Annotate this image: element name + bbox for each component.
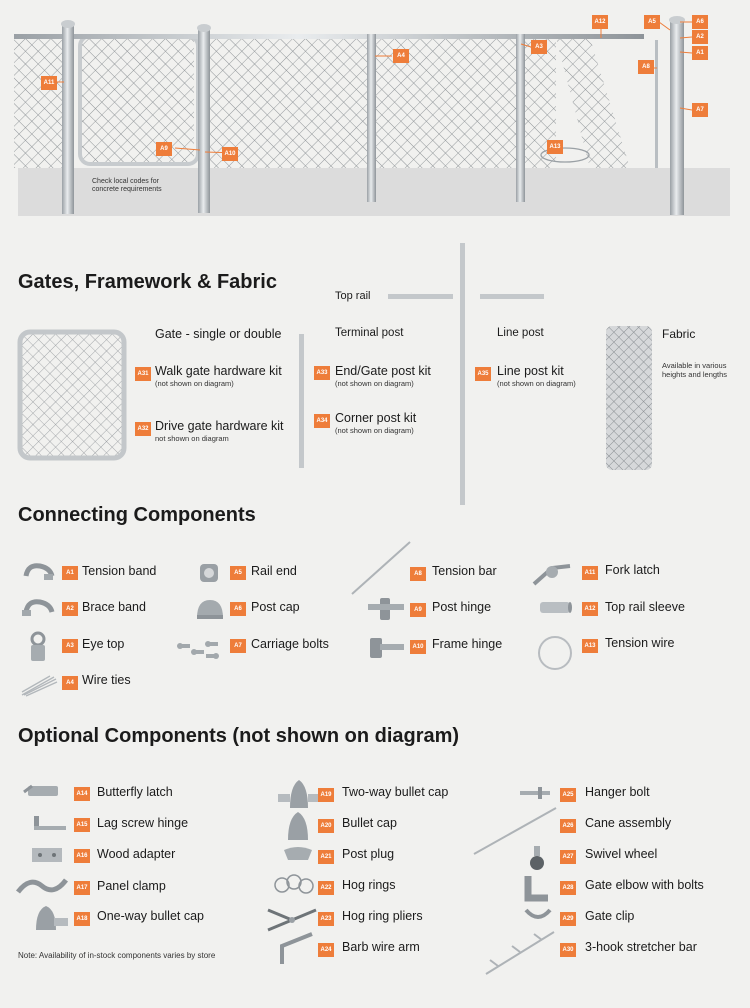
- tag-a34: A34: [314, 414, 330, 428]
- tag-a25: A25: [560, 788, 576, 802]
- tag-a28: A28: [560, 881, 576, 895]
- line-post-2: [516, 34, 525, 202]
- hog-ring-pliers-label: Hog ring pliers: [342, 909, 423, 923]
- callout-a8: A8: [638, 60, 654, 74]
- tension-wire-icon: [536, 634, 574, 672]
- hanger-bolt-label: Hanger bolt: [585, 785, 650, 799]
- callout-a11: A11: [41, 76, 57, 90]
- callout-a2: A2: [692, 30, 708, 44]
- availability-note: Note: Availability of in-stock components varies by store: [18, 951, 216, 960]
- post-plug-icon: [282, 844, 314, 864]
- panel-clamp-label: Panel clamp: [97, 879, 166, 893]
- butterfly-latch-label: Butterfly latch: [97, 785, 173, 799]
- hog-ring-pliers-icon: [266, 902, 318, 932]
- tag-a32: A32: [135, 422, 151, 436]
- line-post-label: Line post: [497, 327, 544, 339]
- callout-a5: A5: [644, 15, 660, 29]
- wire-ties-label: Wire ties: [82, 673, 131, 687]
- tag-a9: A9: [410, 603, 426, 617]
- barb-wire-arm-label: Barb wire arm: [342, 940, 420, 954]
- stretcher-bar-icon: [484, 930, 556, 976]
- lag-screw-hinge-icon: [24, 812, 70, 832]
- fork-latch-icon: [530, 560, 574, 590]
- tag-a23: A23: [318, 912, 334, 926]
- carriage-bolts-icon: [176, 634, 228, 662]
- connecting-section-title: Connecting Components: [18, 504, 256, 526]
- cane-assembly-label: Cane assembly: [585, 816, 672, 830]
- stretcher-bar-label: 3-hook stretcher bar: [585, 940, 697, 954]
- eye-top-label: Eye top: [82, 637, 125, 651]
- gate-clip-icon: [522, 906, 554, 926]
- kit-a34-sub: (not shown on diagram): [335, 426, 414, 435]
- post-cap-icon: [194, 598, 226, 622]
- gate-elbow-label: Gate elbow with bolts: [585, 878, 704, 892]
- tag-a16: A16: [74, 849, 90, 863]
- gate-post: [198, 28, 210, 213]
- kit-a33-sub: (not shown on diagram): [335, 379, 414, 388]
- post-plug-label: Post plug: [342, 847, 395, 861]
- top-rail-label: Top rail: [335, 290, 371, 302]
- tag-a7: A7: [230, 639, 246, 653]
- tag-a26: A26: [560, 819, 576, 833]
- terminal-post-label: Terminal post: [335, 327, 404, 339]
- top-rail-image: [388, 294, 548, 302]
- callout-a10: A10: [222, 147, 238, 161]
- kit-a32-label: Drive gate hardware kit: [155, 419, 284, 433]
- tag-a22: A22: [318, 881, 334, 895]
- tag-a8: A8: [410, 567, 426, 581]
- butterfly-latch-icon: [22, 782, 68, 802]
- frame-hinge-label: Frame hinge: [432, 637, 503, 651]
- tag-a6: A6: [230, 602, 246, 616]
- tension-bar-label: Tension bar: [432, 564, 497, 578]
- frame-hinge-icon: [366, 632, 406, 662]
- tension-bar-diagram: [655, 40, 658, 168]
- top-rail-sleeve-icon: [538, 600, 572, 616]
- tag-a31: A31: [135, 367, 151, 381]
- tag-a14: A14: [74, 787, 90, 801]
- kit-a31-label: Walk gate hardware kit: [155, 364, 282, 378]
- gate-label: Gate - single or double: [155, 327, 282, 341]
- barb-wire-arm-icon: [276, 932, 318, 966]
- gate-clip-label: Gate clip: [585, 909, 635, 923]
- brace-band-label: Brace band: [82, 600, 146, 614]
- fork-latch-label: Fork latch: [605, 563, 660, 577]
- tension-bar-icon: [350, 540, 412, 596]
- tag-a13: A13: [582, 639, 598, 653]
- kit-a35-label: Line post kit: [497, 364, 564, 378]
- hog-rings-icon: [272, 872, 318, 898]
- bullet-cap-icon: [284, 810, 312, 842]
- rail-end-icon: [196, 562, 224, 586]
- hog-rings-label: Hog rings: [342, 878, 396, 892]
- tag-a21: A21: [318, 850, 334, 864]
- tag-a30: A30: [560, 943, 576, 957]
- wood-adapter-label: Wood adapter: [97, 847, 176, 861]
- kit-a32-sub: not shown on diagram: [155, 434, 229, 443]
- tag-a10: A10: [410, 640, 426, 654]
- fabric-label: Fabric: [662, 327, 696, 341]
- callout-a12: A12: [592, 15, 608, 29]
- tag-a4: A4: [62, 676, 78, 690]
- bullet-cap-label: Bullet cap: [342, 816, 397, 830]
- tension-band-icon: [22, 562, 56, 584]
- swivel-wheel-icon: [522, 844, 552, 872]
- terminal-post-right: [670, 20, 684, 215]
- kit-a31-sub: (not shown on diagram): [155, 379, 234, 388]
- panel-clamp-icon: [16, 872, 68, 900]
- tension-wire-label: Tension wire: [605, 636, 675, 650]
- callout-a13: A13: [547, 140, 563, 154]
- optional-section-title: Optional Components (not shown on diagram): [18, 725, 460, 747]
- tag-a3: A3: [62, 639, 78, 653]
- gate-mesh: [82, 38, 194, 162]
- tag-a24: A24: [318, 943, 334, 957]
- tension-band-label: Tension band: [82, 564, 157, 578]
- top-rail: [14, 34, 644, 39]
- one-way-bullet-cap-icon: [30, 904, 70, 934]
- tag-a33: A33: [314, 366, 330, 380]
- wire-ties-icon: [20, 673, 58, 697]
- tag-a5: A5: [230, 566, 246, 580]
- post-hinge-label: Post hinge: [432, 600, 492, 614]
- kit-a33-label: End/Gate post kit: [335, 364, 431, 378]
- fabric-note: Available in various heights and lengths: [662, 361, 728, 379]
- tag-a29: A29: [560, 912, 576, 926]
- tag-a19: A19: [318, 788, 334, 802]
- swivel-wheel-label: Swivel wheel: [585, 847, 658, 861]
- tag-a1: A1: [62, 566, 78, 580]
- callout-a3: A3: [531, 40, 547, 54]
- line-post-image: [459, 243, 467, 508]
- terminal-post-left: [62, 24, 74, 214]
- lag-screw-hinge-label: Lag screw hinge: [97, 816, 189, 830]
- tag-a15: A15: [74, 818, 90, 832]
- callout-a6: A6: [692, 15, 708, 29]
- gate-image: [16, 328, 128, 463]
- tag-a17: A17: [74, 881, 90, 895]
- carriage-bolts-label: Carriage bolts: [251, 637, 329, 651]
- kit-a35-sub: (not shown on diagram): [497, 379, 576, 388]
- tag-a35: A35: [475, 367, 491, 381]
- kit-a34-label: Corner post kit: [335, 411, 417, 425]
- tag-a20: A20: [318, 819, 334, 833]
- callout-a4: A4: [393, 49, 409, 63]
- rail-end-label: Rail end: [251, 564, 297, 578]
- gate-elbow-icon: [524, 874, 552, 902]
- tag-a12: A12: [582, 602, 598, 616]
- one-way-bullet-cap-label: One-way bullet cap: [97, 909, 205, 923]
- tag-a2: A2: [62, 602, 78, 616]
- concrete-note: Check local codes for concrete requirements: [92, 178, 162, 193]
- eye-top-icon: [26, 630, 50, 664]
- fabric-roll-image: [604, 322, 656, 474]
- post-hinge-icon: [366, 594, 406, 624]
- callout-a1: A1: [692, 46, 708, 60]
- callout-a9: A9: [156, 142, 172, 156]
- post-cap-label: Post cap: [251, 600, 300, 614]
- tag-a11: A11: [582, 566, 598, 580]
- tag-a27: A27: [560, 850, 576, 864]
- two-way-bullet-cap-icon: [276, 778, 322, 810]
- two-way-bullet-cap-label: Two-way bullet cap: [342, 785, 449, 799]
- line-post-1: [367, 34, 376, 202]
- gates-section-title: Gates, Framework & Fabric: [18, 271, 277, 293]
- terminal-post-image: [298, 334, 306, 470]
- wood-adapter-icon: [30, 844, 66, 864]
- tag-a18: A18: [74, 912, 90, 926]
- callout-a7: A7: [692, 103, 708, 117]
- brace-band-icon: [22, 598, 56, 620]
- top-rail-sleeve-label: Top rail sleeve: [605, 600, 685, 614]
- hanger-bolt-icon: [518, 784, 552, 802]
